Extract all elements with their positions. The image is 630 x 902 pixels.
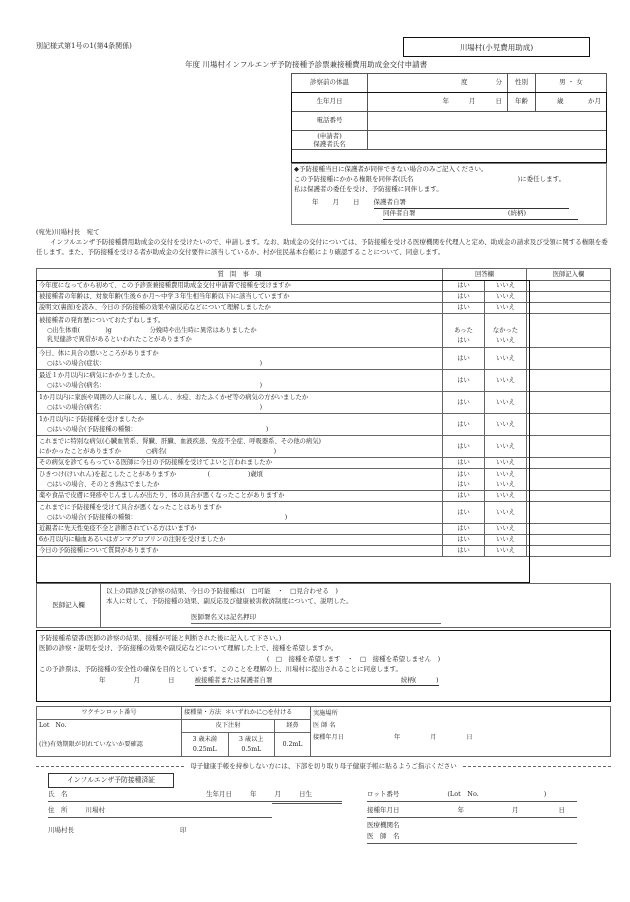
cut-line bbox=[36, 763, 611, 771]
doctor-note-cell[interactable] bbox=[527, 370, 611, 392]
answer-yes[interactable]: はい bbox=[443, 370, 485, 392]
cert-address-field[interactable]: 住 所 川場村 bbox=[48, 804, 272, 818]
subsidy-badge: 川場村(小児費用助成) bbox=[403, 37, 590, 57]
age-label: 年齢 bbox=[508, 93, 536, 112]
vaccine-table bbox=[36, 706, 611, 757]
question-row: ひきつけ(けいれん)を起こしたことがありますか ( )歳頃 ○はいの場合、そのとき熱はでましたか はい はい いいえ いいえ bbox=[37, 469, 611, 491]
answer-no[interactable]: いいえ bbox=[485, 292, 527, 303]
cert-lot-field[interactable]: ロット番号 (Lot No. ) bbox=[367, 788, 577, 802]
answer-yes[interactable]: はい bbox=[443, 502, 485, 524]
cert-mayor-row: 川場村長 印 bbox=[48, 826, 187, 834]
temp-deg: 度 bbox=[461, 78, 468, 87]
cut-notice: 母子健康手帳を持参しない方には、下部を切り取り母子健康手帳に貼るようご指示ください bbox=[190, 762, 457, 770]
answer-yes[interactable]: はい bbox=[443, 392, 485, 414]
question-row: 被接種者の発育歴についておたずねします。 ○出生体重( )g 分娩時や出生時に異常はありましたか 乳児健診で異常があるといわれたことがありますか あった はい なかった いいえ bbox=[37, 314, 611, 348]
cert-dob-field[interactable]: 生年月日 年 月 日生 bbox=[206, 788, 342, 802]
answer-no[interactable]: いいえ bbox=[485, 303, 527, 314]
age-field[interactable] bbox=[536, 93, 607, 112]
answer-yes[interactable]: はい bbox=[443, 436, 485, 458]
question-row: 今日、体に具合の悪いところがありますか ○はいの場合(症状： ) はい いいえ bbox=[37, 348, 611, 370]
answer-no[interactable]: いいえ bbox=[485, 546, 527, 557]
seal-mark: 印 bbox=[180, 826, 187, 834]
doctor-note-cell[interactable] bbox=[527, 458, 611, 469]
site-cell bbox=[311, 707, 611, 757]
answer-yes[interactable]: はい bbox=[443, 535, 485, 546]
question-row: 説明文(裏面)を読み、今日の予防接種の効果や副反応などについて理解しましたか はい いいえ bbox=[37, 303, 611, 314]
certificate-right bbox=[367, 788, 577, 844]
answer-no[interactable]: いいえ bbox=[485, 414, 527, 436]
doctor-note-cell[interactable] bbox=[527, 414, 611, 436]
vaccination-request: 予防接種希望書(医師の診察の結果、接種が可能と判断された後に記入して下さい。) 医師の診察・説明を受け、予防接種の効果や副反応などについて理解した上で、接種を希望しますか。 ( □ 接種を希望します ・ □ 接種を希望しません ) この予診票は、予防接種の安全性の確保を目的としています。このことを理解の上、川場村に提出されることに同意します。 年 月 日 被接種者または保護者自署 続柄( ) bbox=[36, 630, 611, 702]
lot-header: ワクチンロット番号 bbox=[37, 707, 182, 720]
question-header: 質 問 事 項 bbox=[37, 269, 443, 281]
answer-no-fever[interactable]: いいえ bbox=[496, 480, 515, 488]
question-row: これまでに予防接種を受けて具合が悪くなったことはありますか ○はいの場合(予防接種の種類： ) はい いいえ bbox=[37, 502, 611, 524]
doctor-explained-line: 本人に対して、予防接種の効果、副反応及び健康被害救済制度について、説明した。 bbox=[106, 597, 353, 606]
dob-day: 日 bbox=[495, 97, 502, 106]
temp-field[interactable] bbox=[368, 74, 508, 93]
sex-label: 性別 bbox=[508, 74, 536, 93]
vaccination-choice[interactable]: ( □ 接種を希望します ・ □ 接種を希望しません ) bbox=[266, 654, 441, 663]
doctor-section-label: 医師記入欄 bbox=[37, 584, 101, 627]
doctor-section bbox=[36, 583, 611, 628]
doctor-note-cell[interactable] bbox=[527, 436, 611, 458]
doctor-note-cell[interactable] bbox=[527, 314, 611, 348]
temp-min: 分 bbox=[495, 78, 502, 87]
question-row: 今年度になってから初めて、この予診票兼接種費用助成金交付申請書で接種を受けますか はい いいえ bbox=[37, 281, 611, 292]
doctor-note-cell[interactable] bbox=[527, 469, 611, 491]
question-row: これまでに特別な病気(心臓血管系、腎臓、肝臓、血液疾患、免疫不全症、呼吸器系、その他の病気) にかかったことがありますか ○病名( ) はい いいえ bbox=[37, 436, 611, 458]
doctor-note-cell[interactable] bbox=[527, 546, 611, 557]
request-sign-row: 年 月 日 被接種者または保護者自署 続柄( ) bbox=[39, 675, 608, 686]
answer-no[interactable]: いいえ bbox=[485, 524, 527, 535]
doctor-name-field[interactable]: 医 師 名 bbox=[313, 721, 336, 729]
doctor-note-cell[interactable] bbox=[527, 348, 611, 370]
answer-no[interactable]: いいえ bbox=[485, 535, 527, 546]
dob-year: 年 bbox=[442, 97, 449, 106]
answer-no[interactable]: いいえ bbox=[485, 458, 527, 469]
answer-had-not[interactable]: なかった bbox=[492, 326, 519, 334]
certificate-title: インフルエンザ予防接種済証 bbox=[48, 773, 174, 788]
guardian-label bbox=[292, 131, 368, 150]
doctor-note-cell[interactable] bbox=[527, 281, 611, 292]
age-months: か月 bbox=[588, 97, 601, 106]
answer-yes-fever[interactable]: はい bbox=[457, 480, 470, 488]
doctor-note-cell[interactable] bbox=[527, 303, 611, 314]
nasal-header: 経鼻 bbox=[275, 720, 311, 733]
question-row: 6か月以内に輸血あるいはガンマグロブリンの注射を受けましたか はい いいえ bbox=[37, 535, 611, 546]
doctor-header: 医師記入欄 bbox=[527, 269, 611, 281]
answer-yes[interactable]: はい bbox=[443, 491, 485, 502]
answer-had[interactable]: あった bbox=[454, 326, 473, 334]
cert-date-field[interactable]: 接種年月日 年 月 日 bbox=[367, 804, 577, 818]
consent-text: インフルエンザ予防接種費用助成金の交付を受けたいので、申請します。なお、助成金の交付については、予防接種を受ける医療機関を代理人と定め、助成金の請求及び受領に関する権限を委任します。また、予防接種を受ける者が助成金の交付要件に該当しているか、村が住民基本台帳により確認することについて、同意します。 bbox=[36, 238, 608, 257]
form-number: 別記様式第1号の1(第4条関係) bbox=[36, 42, 132, 50]
doctor-note-cell[interactable] bbox=[527, 392, 611, 414]
subcutaneous-header: 皮下注射 bbox=[182, 720, 275, 733]
doctor-note-cell[interactable] bbox=[527, 292, 611, 303]
companion-sign-row bbox=[294, 209, 604, 220]
answer-no[interactable]: いいえ bbox=[485, 281, 527, 292]
answer-no[interactable]: いいえ bbox=[485, 436, 527, 458]
phone-label: 電話番号 bbox=[292, 112, 368, 131]
doctor-signature-field[interactable]: 医師署名又は記名押印 bbox=[191, 614, 441, 624]
answer-yes[interactable]: はい bbox=[443, 458, 485, 469]
phone-field[interactable] bbox=[368, 112, 607, 131]
dose-over-3[interactable]: 3 歳以上 0.5mL bbox=[228, 733, 275, 757]
answer-no[interactable]: いいえ bbox=[485, 502, 527, 524]
question-row: 薬や食品で皮膚に発疹やじんましんが出たり、体の具合が悪くなったことがありますか はい いいえ bbox=[37, 491, 611, 502]
answer-yes[interactable]: はい bbox=[443, 292, 485, 303]
inoculation-date-field[interactable]: 接種年月日 年 月 日 bbox=[313, 733, 473, 741]
guardian-label-1: (申請者) bbox=[317, 131, 342, 140]
question-row: 1か月以内に予防接種を受けましたか ○はいの場合(予防接種の種類： ) はい いいえ bbox=[37, 414, 611, 436]
question-row: 最近１か月以内に病気にかかりましたか。 ○はいの場合(病名： ) はい いいえ bbox=[37, 370, 611, 392]
site-field[interactable]: 実施場所 bbox=[313, 710, 338, 717]
answer-yes[interactable]: はい bbox=[443, 281, 485, 292]
companion-signature-field[interactable]: 同伴者自署 (続柄) bbox=[383, 209, 578, 220]
dashed-divider bbox=[463, 766, 611, 767]
answer-yes[interactable]: はい bbox=[457, 470, 470, 478]
page-title: 年度 川場村インフルエンザ予防接種予診票兼接種費用助成金交付申請書 bbox=[185, 60, 428, 69]
answer-no[interactable]: いいえ bbox=[496, 336, 515, 344]
question-row: 被接種者の年齢は、対象年齢(生後６か月～中学３年生相当年齢以下)に該当していますか はい いいえ bbox=[37, 292, 611, 303]
age-years: 歳 bbox=[557, 97, 564, 106]
guardian-label-2: 保護者氏名 bbox=[313, 140, 346, 148]
answer-header: 回答欄 bbox=[443, 269, 527, 281]
answer-yes[interactable]: はい bbox=[443, 546, 485, 557]
questionnaire-table bbox=[36, 268, 611, 557]
doctor-decision bbox=[106, 586, 353, 606]
delegation-accept: 私は保護者の委任を受け、予防接種に同伴します。 bbox=[294, 184, 443, 193]
answer-yes[interactable]: はい bbox=[443, 414, 485, 436]
dose-nasal[interactable]: 0.2mL bbox=[275, 733, 311, 757]
dob-label: 生年月日 bbox=[292, 93, 368, 112]
question-row: 近親者に先天性免疫不全と診断されている方はいますか はい いいえ bbox=[37, 524, 611, 535]
cert-doctor-field[interactable]: 医 師 名 bbox=[367, 830, 577, 844]
cert-name-field[interactable]: 氏 名 bbox=[48, 788, 272, 802]
delegation-note: ◆予防接種当日に保護者が同伴できない場合のみご記入ください。 bbox=[294, 165, 488, 173]
answer-no[interactable]: いいえ bbox=[485, 370, 527, 392]
divider bbox=[272, 802, 342, 804]
doctor-note-cell[interactable] bbox=[527, 502, 611, 524]
dose-under-3[interactable]: 3 歳未満 0.25mL bbox=[182, 733, 229, 757]
answer-no[interactable]: いいえ bbox=[485, 348, 527, 370]
addressee: (宛先)川場村長 宛て bbox=[36, 228, 100, 236]
method-header: 接種量・方法 ＊いずれかに○を付ける bbox=[182, 707, 311, 720]
request-signature-field[interactable]: 被接種者または保護者自署 続柄( ) bbox=[195, 675, 439, 686]
question-row: 今日の予防接種について質問がありますか はい いいえ bbox=[37, 546, 611, 557]
doctor-decision-line[interactable]: 以上の問診及び診察の結果、今日の予防接種は( □可能 ・ □見合わせる ) bbox=[106, 587, 338, 595]
guardian-name-field[interactable] bbox=[368, 131, 607, 150]
lot-cell[interactable]: Lot No. (注)有効期限が切れていないか要確認 bbox=[37, 720, 182, 757]
doctor-note-cell[interactable] bbox=[527, 524, 611, 535]
answer-no[interactable]: いいえ bbox=[485, 392, 527, 414]
question-row: その病気を診てもらっている医師に今日の予防接種を受けてよいと言われましたか はい いいえ bbox=[37, 458, 611, 469]
answer-no[interactable]: いいえ bbox=[496, 470, 515, 478]
answer-no[interactable]: いいえ bbox=[485, 491, 527, 502]
dashed-divider bbox=[36, 766, 184, 767]
sex-field[interactable]: 男 ・ 女 bbox=[536, 74, 607, 93]
answer-yes[interactable]: はい bbox=[443, 303, 485, 314]
delegation-line: この予防接種にかかる権限を同伴者(氏名 )に委任します。 bbox=[294, 174, 566, 183]
delegation-date-row: 年 月 日 保護者自署 bbox=[294, 198, 604, 209]
guardian-signature-field[interactable]: 保護者自署 bbox=[374, 198, 569, 209]
answer-yes[interactable]: はい bbox=[443, 524, 485, 535]
cert-facility-field[interactable]: 医療機関名 bbox=[367, 821, 400, 829]
dob-field[interactable] bbox=[368, 93, 508, 112]
delegation-section bbox=[291, 163, 607, 225]
doctor-note-cell[interactable] bbox=[527, 535, 611, 546]
dob-month: 月 bbox=[469, 97, 476, 106]
answer-yes[interactable]: はい bbox=[443, 348, 485, 370]
doctor-note-cell[interactable] bbox=[527, 491, 611, 502]
patient-info-table bbox=[291, 73, 607, 150]
temp-label: 診察前の体温 bbox=[292, 74, 368, 93]
answer-yes[interactable]: はい bbox=[457, 336, 470, 344]
question-row: 1か月以内に家族や周囲の人に麻しん、風しん、水痘、おたふくかぜ等の病気の方がいましたか ○はいの場合(病名： ) はい いいえ bbox=[37, 392, 611, 414]
companion-name-field[interactable] bbox=[414, 175, 518, 185]
